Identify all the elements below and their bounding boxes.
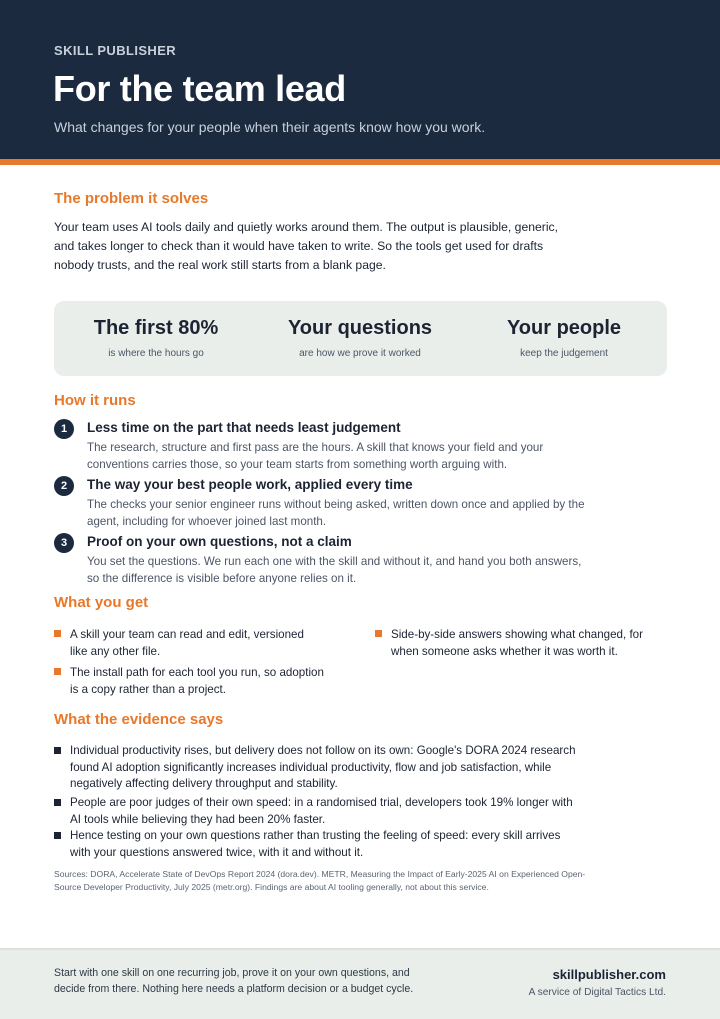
stat-block — [258, 314, 462, 359]
orange-bullet-icon — [54, 668, 61, 675]
page-footer — [0, 948, 720, 1019]
sources-note: Sources: DORA, Accelerate State of DevOps Report 2024 (dora.dev). METR, Measuring the Impact of Early-2025 AI on Experienced Open-Source Developer Productivity, July 2025 (metr.org). Findings are about AI tooling generally, not about this service. — [54, 869, 586, 892]
step-body: The research, structure and first pass are the hours. A skill that knows your field and your conventions carries those, so your team starts from something worth arguing with. — [87, 441, 544, 471]
header-accent-rule — [0, 159, 720, 165]
stat-block — [462, 314, 666, 359]
step-title: Less time on the part that needs least judgement — [87, 420, 401, 435]
eyebrow-label: SKILL PUBLISHER — [54, 43, 177, 58]
stat-value: The first 80% — [93, 317, 219, 339]
problem-body: Your team uses AI tools daily and quietly works around them. The output is plausible, generic, and takes longer to check than it would have taken to write. So the tools get used for drafts nobody trusts, and the real work still starts from a blank page. — [54, 220, 559, 272]
evidence-item-text: People are poor judges of their own speed: in a randomised trial, developers took 19% longer with AI tools while believing they had been 20% faster. — [70, 796, 573, 826]
step-body: You set the questions. We run each one with the skill and without it, and hand you both answers, so the difference is visible before anyone relies on it. — [87, 555, 582, 585]
list-item — [375, 626, 645, 660]
list-item-text: A skill your team can read and edit, versioned like any other file. — [70, 628, 304, 658]
stat-value: Your questions — [287, 317, 433, 339]
step-title: Proof on your own questions, not a claim — [87, 534, 352, 549]
dark-bullet-icon — [54, 832, 61, 839]
evidence-item-text: Hence testing on your own questions rather than trusting the feeling of speed: every skill arrives with your questions answered twice, with it and without it. — [70, 829, 561, 859]
step-number-badge: 1 — [54, 419, 74, 439]
step-number-badge: 3 — [54, 533, 74, 553]
dark-bullet-icon — [54, 799, 61, 806]
footer-call-to-action: Start with one skill on one recurring job, prove it on your own questions, and decide from there. Nothing here needs a platform decision or a budget cycle. — [54, 967, 414, 995]
list-item-text: The install path for each tool you run, so adoption is a copy rather than a project. — [70, 666, 324, 696]
step-body: The checks your senior engineer runs without being asked, written down once and applied by the agent, including for whoever joined last month. — [87, 498, 585, 528]
stat-caption: are how we prove it worked — [299, 348, 421, 359]
evidence-item — [54, 795, 584, 828]
list-item — [54, 626, 324, 660]
stat-value: Your people — [506, 317, 622, 339]
page-title: For the team lead — [53, 68, 346, 109]
stats-panel — [54, 301, 667, 376]
how-heading: How it runs — [54, 392, 136, 409]
footer-website-link[interactable]: skillpublisher.com — [552, 967, 666, 982]
footer-company-note: A service of Digital Tactics Ltd. — [528, 987, 666, 998]
evidence-item — [54, 743, 584, 793]
page-header — [0, 0, 720, 159]
problem-heading: The problem it solves — [54, 190, 209, 207]
stat-caption: is where the hours go — [108, 348, 204, 359]
list-item-text: Side-by-side answers showing what changed, for when someone asks whether it was worth it. — [391, 628, 643, 658]
stat-caption: keep the judgement — [520, 348, 608, 359]
page-subtitle: What changes for your people when their agents know how you work. — [54, 119, 486, 135]
step-number-badge: 2 — [54, 476, 74, 496]
dark-bullet-icon — [54, 747, 61, 754]
step-title: The way your best people work, applied every time — [87, 477, 413, 492]
evidence-item — [54, 828, 584, 861]
evidence-heading: What the evidence says — [54, 711, 224, 728]
evidence-item-text: Individual productivity rises, but delivery does not follow on its own: Google's DORA 2024 research found AI adoption significantly increases individual productivity, flow and job satisfaction, while negatively affecting delivery throughput and stability. — [70, 744, 576, 790]
orange-bullet-icon — [54, 630, 61, 637]
stat-block — [54, 314, 258, 359]
orange-bullet-icon — [375, 630, 382, 637]
list-item — [54, 664, 324, 698]
get-heading: What you get — [54, 594, 149, 611]
